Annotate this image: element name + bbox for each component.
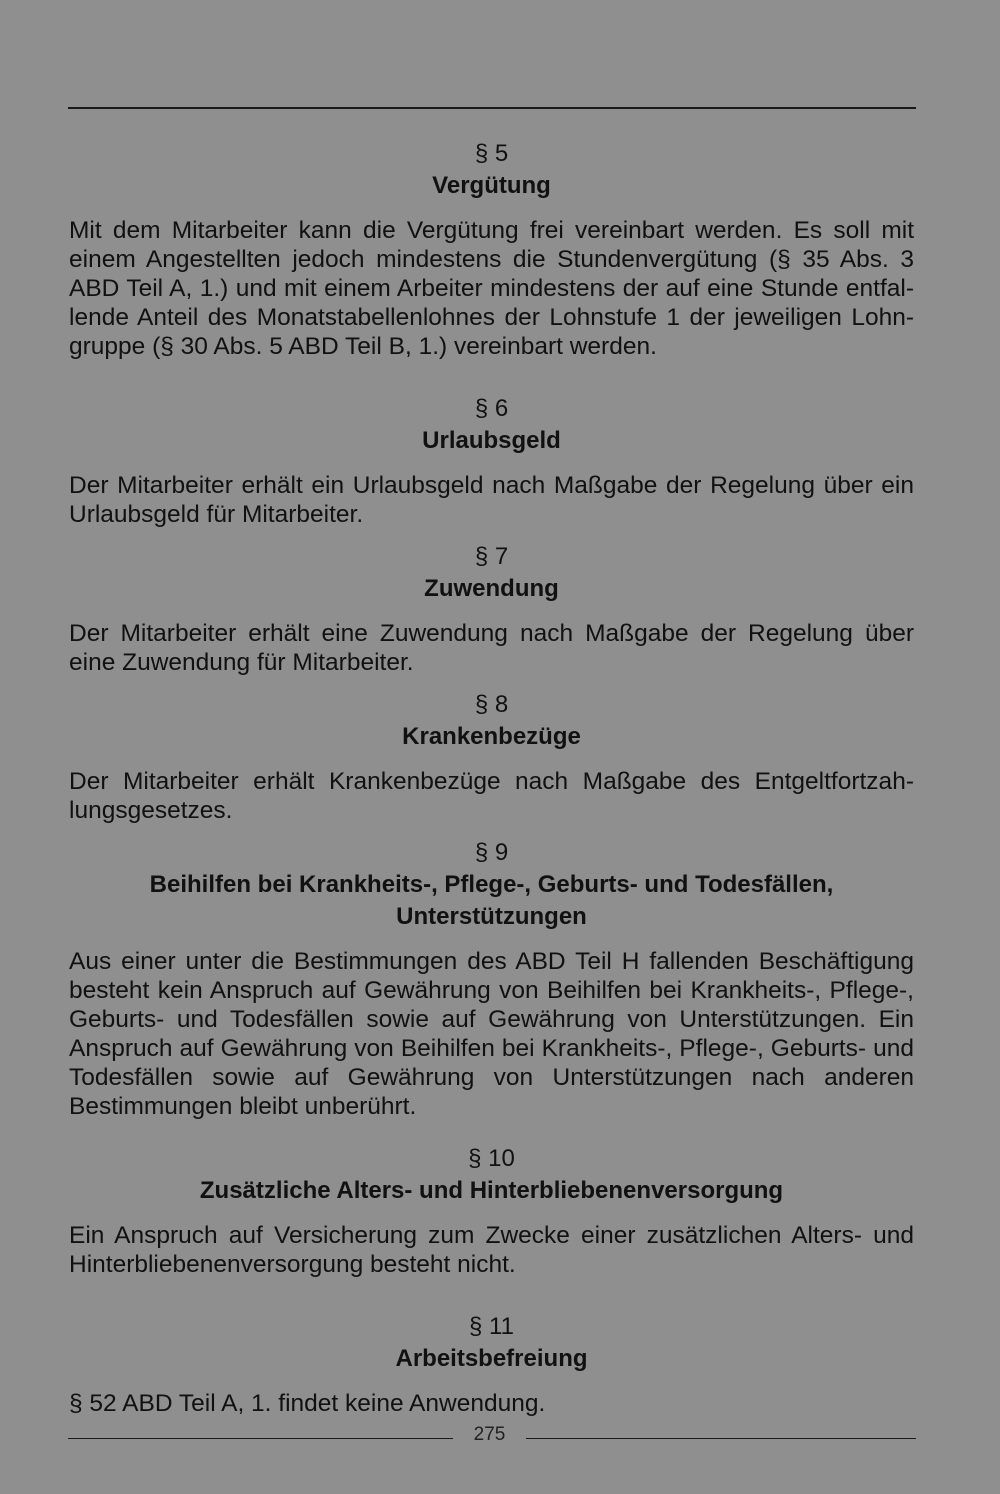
section-title: Urlaubsgeld [422,427,561,454]
section-number: § 7 [474,543,509,570]
footer-rule-left [68,1438,453,1439]
section-number: § 5 [474,140,509,167]
document-content [69,138,914,1418]
section-title: Zuwendung [424,575,559,602]
section-body: Der Mitarbeiter erhält eine Zuwendung nach Maßgabe der Regelung über eine Zuwendung für Mitarbeiter. [69,620,914,676]
top-rule [68,107,916,109]
section-body: Aus einer unter die Bestimmungen des ABD Teil H fallenden Beschäftigung besteht kein Anspruch auf Gewährung von Beihilfen bei Krankheits-, Pflege-, Geburts- und Todesfällen sowie auf Gewährung von Unterstützungen. Ein Anspruch auf Gewährung von Beihilfen bei Krankheits-, Pflege-, Geburts- und Todesfällen sowie auf Gewährung von Unterstützungen nach anderen Bestimmungen bleibt unberührt. [69,948,914,1120]
section-5 [69,138,914,361]
section-8 [69,689,914,825]
section-number: § 10 [468,1145,515,1172]
section-7 [69,541,914,677]
section-body: Ein Anspruch auf Versicherung zum Zwecke einer zusätzlichen Alters- und Hinterbliebenenversorgung besteht nicht. [69,1222,914,1278]
section-title: Krankenbezüge [402,723,581,750]
section-body: Mit dem Mitarbeiter kann die Vergütung frei vereinbart werden. Es soll mit einem Angestellten jedoch mindestens die Stundenvergütung (§ 35 Abs. 3 ABD Teil A, 1.) und mit einem Arbeiter mindestens der auf eine Stunde entfallende Anteil des Monatstabellenlohnes der Lohnstufe 1 der jeweiligen Lohngruppe (§ 30 Abs. 5 ABD Teil B, 1.) vereinbart werden. [69,217,914,360]
page-footer [68,1422,916,1448]
section-10 [69,1143,914,1279]
section-number: § 9 [474,839,509,866]
section-title: Zusätzliche Alters- und Hinterbliebenenversorgung [199,1177,784,1204]
footer-rule-right [526,1438,916,1439]
section-11 [69,1311,914,1418]
section-number: § 6 [474,395,509,422]
section-title: Arbeitsbefreiung [395,1345,588,1372]
section-title: Vergütung [432,172,551,199]
section-body: Der Mitarbeiter erhält Krankenbezüge nach Maßgabe des Entgeltfortzahlungsgesetzes. [69,768,914,824]
section-title: Beihilfen bei Krankheits-, Pflege-, Geburts- und Todesfällen, Unterstützungen [149,871,834,930]
page-number: 275 [473,1424,506,1445]
section-body: § 52 ABD Teil A, 1. findet keine Anwendung. [69,1390,546,1417]
section-9 [69,837,914,1121]
section-number: § 8 [474,691,509,718]
section-6 [69,393,914,529]
section-number: § 11 [469,1313,514,1340]
section-body: Der Mitarbeiter erhält ein Urlaubsgeld nach Maßgabe der Regelung über ein Urlaubsgeld für Mitarbeiter. [69,472,914,528]
